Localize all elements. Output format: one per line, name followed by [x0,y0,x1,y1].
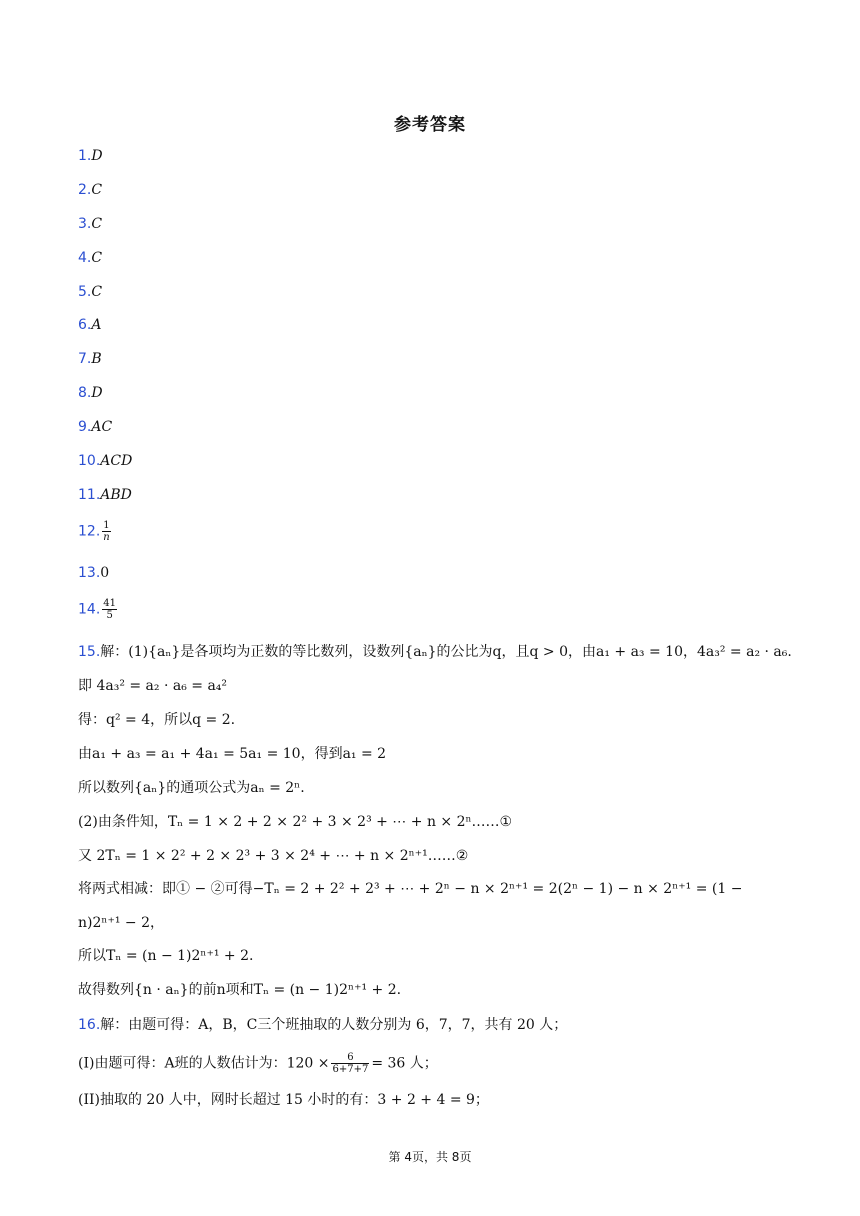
answer-10 [78,451,132,471]
answer-number: 6. [78,317,92,333]
answer-4 [78,248,102,268]
answer-6 [78,315,101,335]
q15-line-1 [78,642,792,662]
answer-value: D [91,148,103,164]
fraction-numerator: 41 [103,598,116,609]
fraction-denominator: 6+7+7 [332,1064,369,1075]
answer-number: 7. [78,351,92,367]
answer-number: 8. [78,385,92,401]
answer-number: 2. [78,182,92,198]
answer-number: 3. [78,216,92,232]
answer-9 [78,417,112,437]
answer-5 [78,282,102,302]
q15-line-3: 得：q² = 4，所以q = 2. [78,712,236,728]
answer-number: 11. [78,487,101,503]
answer-11 [78,485,132,505]
answer-12 [78,520,113,543]
answer-value: B [91,351,102,367]
q15-line-11: 故得数列{n · aₙ}的前n项和Tₙ = (n − 1)2ⁿ⁺¹ + 2. [78,982,402,998]
q16-line-3: (II)抽取的 20 人中，网时长超过 15 小时的有：3 + 2 + 4 = 9； [78,1092,489,1108]
q15-line-4: 由a₁ + a₃ = a₁ + 4a₁ = 5a₁ = 10，得到a₁ = 2 [78,746,387,762]
solution-fraction [331,1052,369,1075]
q15-line-8: 将两式相减：即① − ②可得−Tₙ = 2 + 2² + 2³ + ⋯ + 2ⁿ − n × 2ⁿ⁺¹ = 2(2ⁿ − 1) − n × 2ⁿ⁺¹ = (1 − [78,881,743,897]
answer-number: 14. [78,601,101,618]
answer-8 [78,383,103,403]
q15-line-10: 所以Tₙ = (n − 1)2ⁿ⁺¹ + 2. [78,948,254,964]
answer-value: C [91,284,103,300]
page-title: 参考答案 [394,115,466,135]
answer-value: A [91,317,102,333]
answer-14 [78,598,119,621]
answer-number: 16. [78,1017,101,1033]
answer-13 [78,563,109,583]
answer-3 [78,214,102,234]
answer-number: 15. [78,644,101,660]
answer-number: 9. [78,419,92,435]
fraction-denominator: n [103,532,110,543]
answer-value: D [91,385,103,401]
page-footer: 第 4页，共 8页 [388,1150,472,1164]
q15-line-6: (2)由条件知，Tₙ = 1 × 2 + 2 × 2² + 3 × 2³ + ⋯ + n × 2ⁿ……① [78,814,513,830]
solution-text: (I)由题可得：A班的人数估计为：120 × [78,1055,330,1072]
answer-fraction [102,520,110,543]
answer-value: C [91,250,103,266]
answer-number: 10. [78,453,101,469]
answer-value: C [91,182,103,198]
answer-number: 5. [78,284,92,300]
fraction-denominator: 5 [106,610,113,621]
answer-1 [78,146,103,166]
answer-value: 0 [100,565,110,581]
q15-line-2: 即 4a₃² = a₂ · a₆ = a₄² [78,678,228,694]
answer-number: 4. [78,250,92,266]
q15-line-7: 又 2Tₙ = 1 × 2² + 2 × 2³ + 3 × 2⁴ + ⋯ + n × 2ⁿ⁺¹……② [78,848,469,864]
answer-value: ACD [100,453,133,469]
solution-text: 解：(1){aₙ}是各项均为正数的等比数列，设数列{aₙ}的公比为q，且q > 0，由a₁ + a₃ = 10，4a₃² = a₂ · a₆. [100,644,792,660]
answer-number: 1. [78,148,92,164]
q15-line-5: 所以数列{aₙ}的通项公式为aₙ = 2ⁿ. [78,780,305,796]
q16-line-2 [78,1052,438,1075]
answer-7 [78,349,102,369]
answer-value: AC [91,419,113,435]
fraction-numerator: 6 [331,1052,369,1064]
solution-text: = 36 人； [371,1055,438,1072]
fraction-numerator: 1 [103,520,110,531]
q16-line-1 [78,1015,567,1035]
answer-fraction [102,598,117,621]
solution-text: 解：由题可得：A，B，C三个班抽取的人数分别为 6，7，7，共有 20 人； [100,1017,568,1033]
q15-line-9: n)2ⁿ⁺¹ − 2， [78,915,164,931]
answer-2 [78,180,102,200]
answer-number: 13. [78,565,101,581]
answer-number: 12. [78,523,101,540]
answer-value: ABD [100,487,132,503]
answer-value: C [91,216,103,232]
